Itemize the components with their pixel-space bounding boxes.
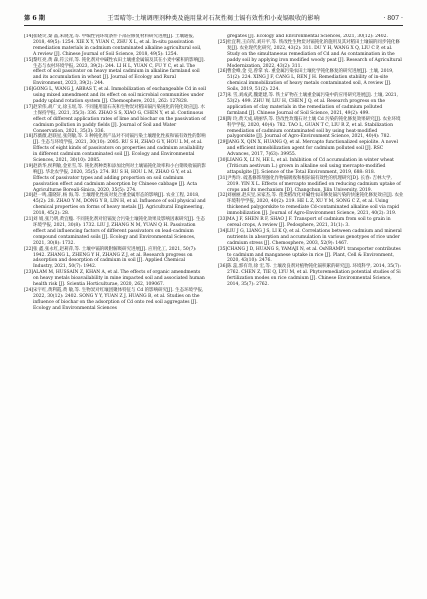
reference-text: 刘丽丽,赵庆昱,宋家杰,等. 莲类稻改化对碱性农田修复镉污染的快速钝化修复效应[J]. 农业环境科学学报, 2020, 40(2): 219. HE L Z, XU Y M, SONG C Z, et al. Using thickened palygorskite to remediate Cd-contaminated alkaline soil via rapid immobilization [J]. Journal of Agro-Environment Science, 2021, 40(2): 319. <box>227 193 404 217</box>
reference-text: 黎红亮,黄 森,符云祥,等. 钝化剂对中碱性农田土壤重金属镉及其在小麦中累积的影响[J]. 生态与农村环境学报, 2023, 39(2): 244. LI H L, YUAN C, FU Y C, et al. The effect of soil passivator on heavy metal cadmium in alkaline farmland soil and its accumulation in wheat [J]. Journal of Ecology and Rural Environment, 2023, 39(2): 244. <box>33 57 205 87</box>
reference-item <box>24 87 206 105</box>
reference-text: LIANG X, LI N, HE L, et al. Inhibition of Cd accumulation in winter wheat (Triticum aestivum L.) grown in alkaline soil using mercapto-modified attapulgite [J]. Science of the Total Environment, 2019, 688: 818. <box>227 158 394 175</box>
reference-item <box>218 69 404 93</box>
reference-item <box>24 164 206 194</box>
reference-item <box>218 93 404 117</box>
reference-item <box>24 217 206 247</box>
reference-text: MA J F, SHEN R F, SHAO J F. Transport of cadmium from soil to grain in cereal crops, A review [J]. Pedosphere, 2021, 31(1): 3. <box>227 217 391 228</box>
reference-column-right <box>218 34 404 589</box>
issue-number: 第 6 期 <box>24 15 45 22</box>
reference-text: 张 鑫,张永红,赵莉萍,等. 土壤中镉的吸附解吸研究进展[J]. 应用化工, 2021, 50(7): 1942. ZHANG L, ZHENG Y H, ZHANG Z J, et al. Research progress on adsorption and desorption of cadmium in soil [J]. Applied Chemical Industry, 2021, 50(7): 1942. <box>33 246 197 270</box>
reference-number: [26] <box>218 69 228 75</box>
reference-text: 宋宇红,黄利霞,黄 敏,等. 生物炭对红壤团聚体特征与 Cd 的影响研究[J]. 生态环境学报, 2022, 30(12): 2402. SONG Y Y, YUAN Z J, HUANG B, et al. Studies on the influence of biochar on the adsorption of Cd onto red soil aggregates [J]. Ecology and Environmental Sciences <box>33 287 204 311</box>
reference-number: [20] <box>24 193 34 199</box>
reference-text: 陶 玲,黄天成,胡丽华,等. 热改性玫瑰石对土壤 Cd 污染的钝化修复效果研究[J]. 农业环境科学学报, 2020, 40(4): 782. TAO L, GUAN T C, LIU R Z, et al. Stabilization remediation of cadmium contaminated soil by using heat-modified palygorskite [J]. Journal of Agro-Environment Science, 2021, 40(4): 782. <box>227 116 401 140</box>
reference-item <box>218 176 404 194</box>
reference-item <box>218 140 404 158</box>
reference-text: 尹秀玲. 硫基修饰剂强化作物镉吸收和根际镉有效性的机理研究[D]. 长春: 吉林大学, 2019. YIN X L. Effects of mercapto modified on reducing cadmium uptake of crops and its mechanism [D]. Changchun, Jilin University, 2019. <box>227 175 401 193</box>
reference-number: [29] <box>218 140 228 146</box>
reference-text: 杜宜利,王向军,刘开平,等. 铁改性生物炭对镉钝化的施用及其对稻田土壤镉的同步钝化修复[J]. 农业现代化研究, 2022, 43(2): 311. DU Y H, WANG X Q, LIU C P, et al. Study on the simultaneous remediation of Cd and As contamination in the paddy soil by applying iron modified woody peat [J]. Research of Agricultural Modernization, 2022, 43(2): 311. <box>227 39 402 69</box>
reference-text: ALAM M, HUSSAIN Z, KHAN A, et al. The effects of organic amendments on heavy metals bioavailability in mine impacted soil and associated human health risk [J]. Scientia Horticulturae, 2020, 262, 109067. <box>33 270 205 288</box>
reference-number: [15] <box>24 57 34 63</box>
reference-number: [21] <box>24 217 34 223</box>
reference-item <box>24 288 206 312</box>
reference-text: 赵一鸣,董晓轩,杨 海,等. 土壤理化性质对复合重金属形态的影响[J]. 农业工程, 2018, 45(2): 28. ZHAO Y M, DONG Y B, LIN H, et al. Influence of soil physical and chemical properties on forms of heavy metals [J]. Agricultural Engineering, 2018, 45(2): 28. <box>33 193 206 217</box>
reference-number: [23] <box>24 270 34 276</box>
reference-text: GONG L, WANG J, ABBAS T, et al. Immobilization of exchangeable Cd in soil using mixed amendment and its effect on soil microbial communities under paddy upland rotation system [J]. Chemosphere, 2021, 262: 127828. <box>33 87 206 104</box>
reference-item <box>218 193 404 217</box>
reference-item <box>218 229 404 247</box>
reference-text: 崔晓荧,秦 晶,朱晓龙,等. 中编性钝环境条件下部应修复材料研究进展[J]. 土壤通报, 2018, 49(5): 1254. XIE X Y, YUAN C, ZHU X L, et al. In-situ passivation remediation materials in cadmium contaminated alkaline agricultural soil, A review [J]. Chinese Journal of Soil Science, 2018, 49(5): 1254. <box>33 34 202 57</box>
page-number: · 807 · <box>383 15 403 22</box>
reference-item <box>24 105 206 135</box>
reference-item <box>24 193 206 217</box>
page-header <box>24 12 403 26</box>
reference-column-left <box>24 34 206 589</box>
reference-text: 苏薇薇,赵联星,张剑敏,等. 3 种钝化剂产品对不同镉污染土壤理化性质和镉有效性的影响[J]. 生态与环境学报, 2021, 30(10): 2085. RU S H, ZHAO G Y, HOU L M, et al. Effects of eight kinds of passivators on properties and cadmium availability in different cadmium contaminated soil [J]. Ecology and Environmental Sciences, 2021, 30(10): 2085. <box>33 134 206 164</box>
reference-number: [19] <box>24 163 34 169</box>
reference-text: 曹金峰,金 克,曾掌 农. 重金属污染农田土壤化学钝化修复的研究进展[J]. 土壤, 2019, 51(2): 224. XING J F, CANG L, REN J H. Remediation stability of in-site chemical immobilization of heavy metals contaminated soil, A review [J]. Soils, 2019, 51(2): 224. <box>227 69 394 93</box>
reference-number: [16] <box>24 87 34 93</box>
reference-number: [18] <box>24 134 34 140</box>
reference-text: JANG X, QIN X, HUANG Q, et al. Mercapto functionalized sepiolite. A novel and efficient immobilization agent for cadmium polluted soil [J]. RSC Advances, 2017, 7(63): 39955. <box>227 140 398 158</box>
reference-number: [25] <box>218 39 228 45</box>
reference-text: 赵新华,侯利敏,金亚雪,等. 钝化剂种类和添加比例对土壤镉钝化效率和小白菜吸收镉的影响[J]. 华北农学报, 2020, 35(5): 274. RU S H, HOU L M, ZHAO G Y, et al. Effects of passivator types and adding proportion on soil cadmium passivation effect and cadmium absorption by Chinese cabbage [J]. Acta Agriculturae Boreali-Sinica, 2020, 35(5): 274. <box>33 163 206 193</box>
reference-text: 陈 蕊,郭有奇,徐 宏,等. 土壤改良剂对植物钝化镉积累的研究[J]. 环境科学, 2014, 35(7): 2762. CHEN Z, TIE Q, LYU M, et al. Phytoremediation potential studies of Si fertilization modes on rice cadmium [J]. Chinese Environmental Science, 2014, 35(7): 2762. <box>227 264 401 288</box>
reference-number: [22] <box>24 246 34 252</box>
reference-number: [30] <box>218 158 228 164</box>
reference-item <box>218 117 404 141</box>
reference-number: [24] <box>24 287 34 293</box>
reference-number: [35] <box>218 246 228 252</box>
reference-text: LIU J G, LIANG J S, LI K Q, et al. Correlations between cadmium and mineral nutrients in absorption and accumulation in various genotypes of rice under cadmium stress [J]. Chemosphere, 2003, 52(9): 1467. <box>227 228 402 246</box>
reference-item <box>218 158 404 176</box>
reference-number: [27] <box>218 93 228 99</box>
running-title: 王雪晴等:土壤调理剂种类及施用量对石灰性褐土镉有效性和小麦镉吸收的影响 <box>107 15 320 22</box>
reference-text: 朱 雪,刘成武,魏建建,等. 铁土矿物在土壤重金属污染中的应用研究进展[J]. 土壤, 2021, 53(2): 499. ZHU W, LIU H, CHEN J Q, et al. Research progress on the application of clay materials in the remediation of cadmium polluted farmland [J]. Chinese Journal of Soil Science, 2021, 49(2): 499. <box>227 93 399 116</box>
reference-item <box>218 217 404 229</box>
reference-item <box>24 134 206 164</box>
reference-number: [28] <box>218 116 228 122</box>
reference-item <box>218 40 404 70</box>
reference-item <box>24 58 206 88</box>
reference-text: CHANG J D, HUANG S, YAMAJI N, et al. OsNRAMP1 transporter contributes to cadmium and manganese uptake in rice [J]. Plant, Cell & Environment, 2020, 43(10): 2476. <box>227 246 401 264</box>
reference-text: gregates [J]. Ecology and Environmental Sciences, 2021, 30(12): 2402. <box>227 34 388 39</box>
reference-number: [34] <box>218 228 228 234</box>
reference-number: [17] <box>24 104 34 110</box>
reference-number: [32] <box>218 193 228 199</box>
reference-text: 赵荣伟,胡广文,徐玉瑶,等. 不同施用量石灰和生物炭对稻田镉污染钝化的钝化效应[J]. 水土保持学报, 2021, 35(3): 336. ZHAO S S, XIAO G, CHEN Y, et al. Continuous effect of different application rates of lime and biochar on the passivation of cadmium pollution in paddy fields [J]. Journal of Soil and Water Conservation, 2021, 35(3): 336. <box>33 104 206 134</box>
reference-item <box>218 247 404 265</box>
reference-number: [31] <box>218 175 228 181</box>
reference-item <box>218 264 404 288</box>
reference-number: [33] <box>218 217 228 223</box>
reference-item <box>24 34 206 58</box>
reference-item <box>24 247 206 271</box>
reference-text: 刘 娟,张乃明,黄宜楹. 不同钝化剂对铅镉复合污染土壤钝化效果及影响因素研究[J]. 生态环境学报, 2021, 30(8): 1732. LIU J, ZHANG N M, YUAN Q H. Passivation effect and influencing factors of different passivators on lead-cadmium compound contaminated soils [J]. Ecology and Environmental Sciences, 2021, 30(8): 1732. <box>33 217 205 246</box>
reference-number: [36] <box>218 264 228 270</box>
reference-item <box>24 270 206 288</box>
reference-number: [14] <box>24 34 34 39</box>
